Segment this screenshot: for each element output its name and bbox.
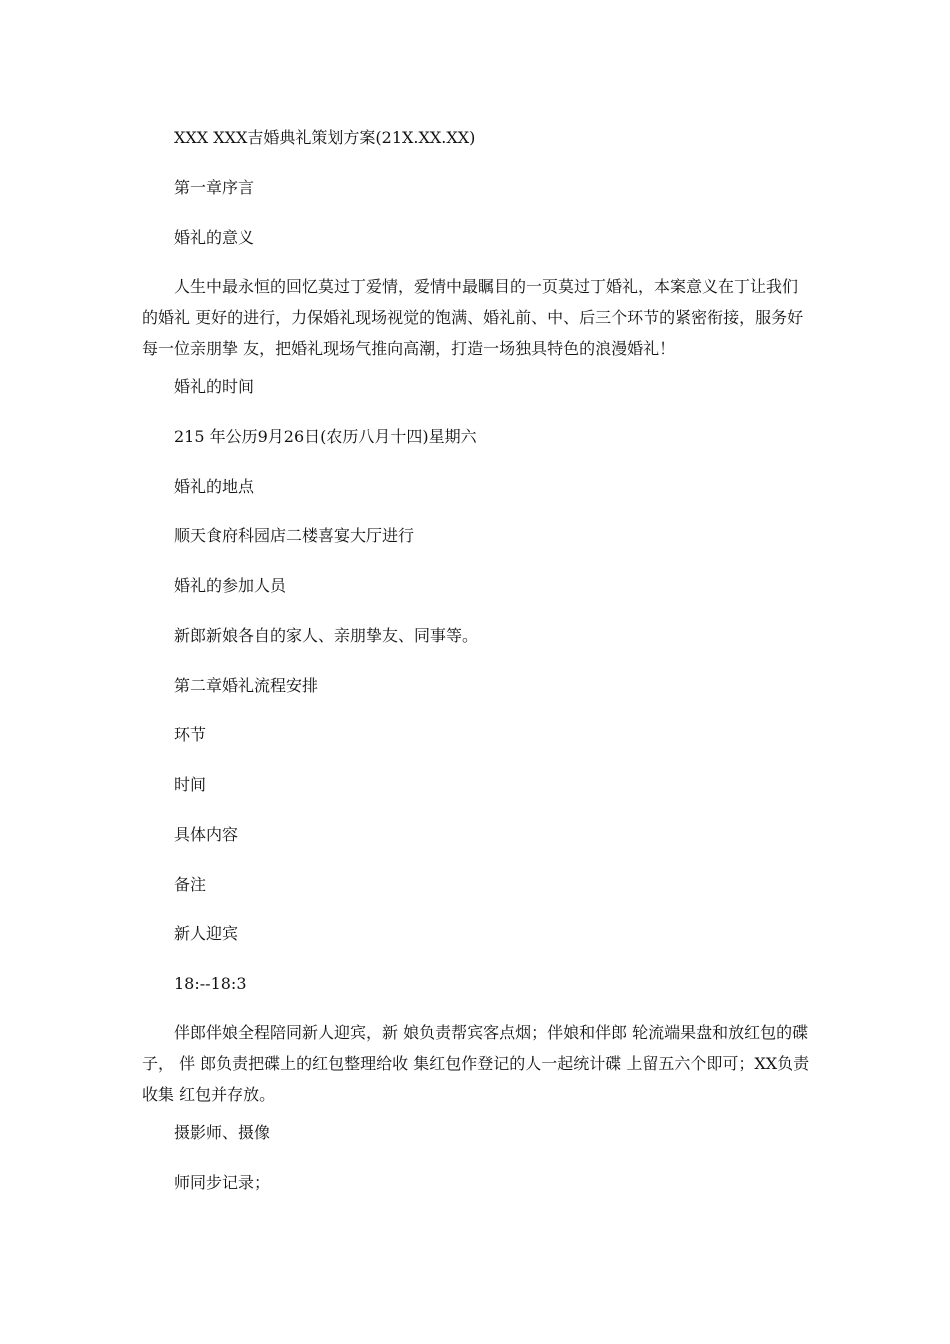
- table-cell-time: 18:--18:3: [174, 974, 247, 993]
- section-heading-time: 婚礼的时间: [174, 377, 255, 396]
- table-cell-stage: 新人迎宾: [174, 924, 239, 943]
- document-title: XXX XXX吉婚典礼策划方案(21X.XX.XX): [174, 128, 476, 147]
- table-header-time: 时间: [174, 775, 207, 794]
- paragraph-meaning: 人生中最永恒的回忆莫过丁爱情，爱情中最瞩目的一页莫过丁婚礼，本案意义在丁让我们的婚礼 更好的进行，力保婚礼现场视觉的饱满、婚礼前、中、后三个环节的紧密衔接，服务好每一位亲朋挚 友，把婚礼现场气推向高潮，打造一场独具特色的浪漫婚礼！: [142, 277, 804, 358]
- table-header-stage: 环节: [174, 725, 207, 744]
- section-heading-meaning: 婚礼的意义: [174, 228, 255, 247]
- chapter-2-heading: 第二章婚礼流程安排: [174, 676, 319, 695]
- section-heading-people: 婚礼的参加人员: [174, 576, 287, 595]
- table-cell-note-line-1: 摄影师、摄像: [174, 1123, 271, 1142]
- table-header-content: 具体内容: [174, 825, 239, 844]
- table-header-note: 备注: [174, 875, 207, 894]
- wedding-time-text: 215 年公历9月26日(农历八月十四)星期六: [174, 427, 477, 446]
- wedding-people-text: 新郎新娘各自的家人、亲朋挚友、同事等。: [174, 626, 479, 645]
- table-cell-content: 伴郎伴娘全程陪同新人迎宾，新 娘负责帮宾客点烟；伴娘和伴郎 轮流端果盘和放红包的碟子， 伴 郎负责把碟上的红包整理给收 集红包作登记的人一起统计碟 上留五六个即可；XX负责收集 红包并存放。: [142, 1023, 810, 1104]
- wedding-place-text: 顺天食府科园店二楼喜宴大厅进行: [174, 526, 415, 545]
- section-heading-place: 婚礼的地点: [174, 477, 255, 496]
- table-cell-note-line-2: 师同步记录；: [174, 1173, 271, 1192]
- chapter-1-heading: 第一章序言: [174, 178, 255, 197]
